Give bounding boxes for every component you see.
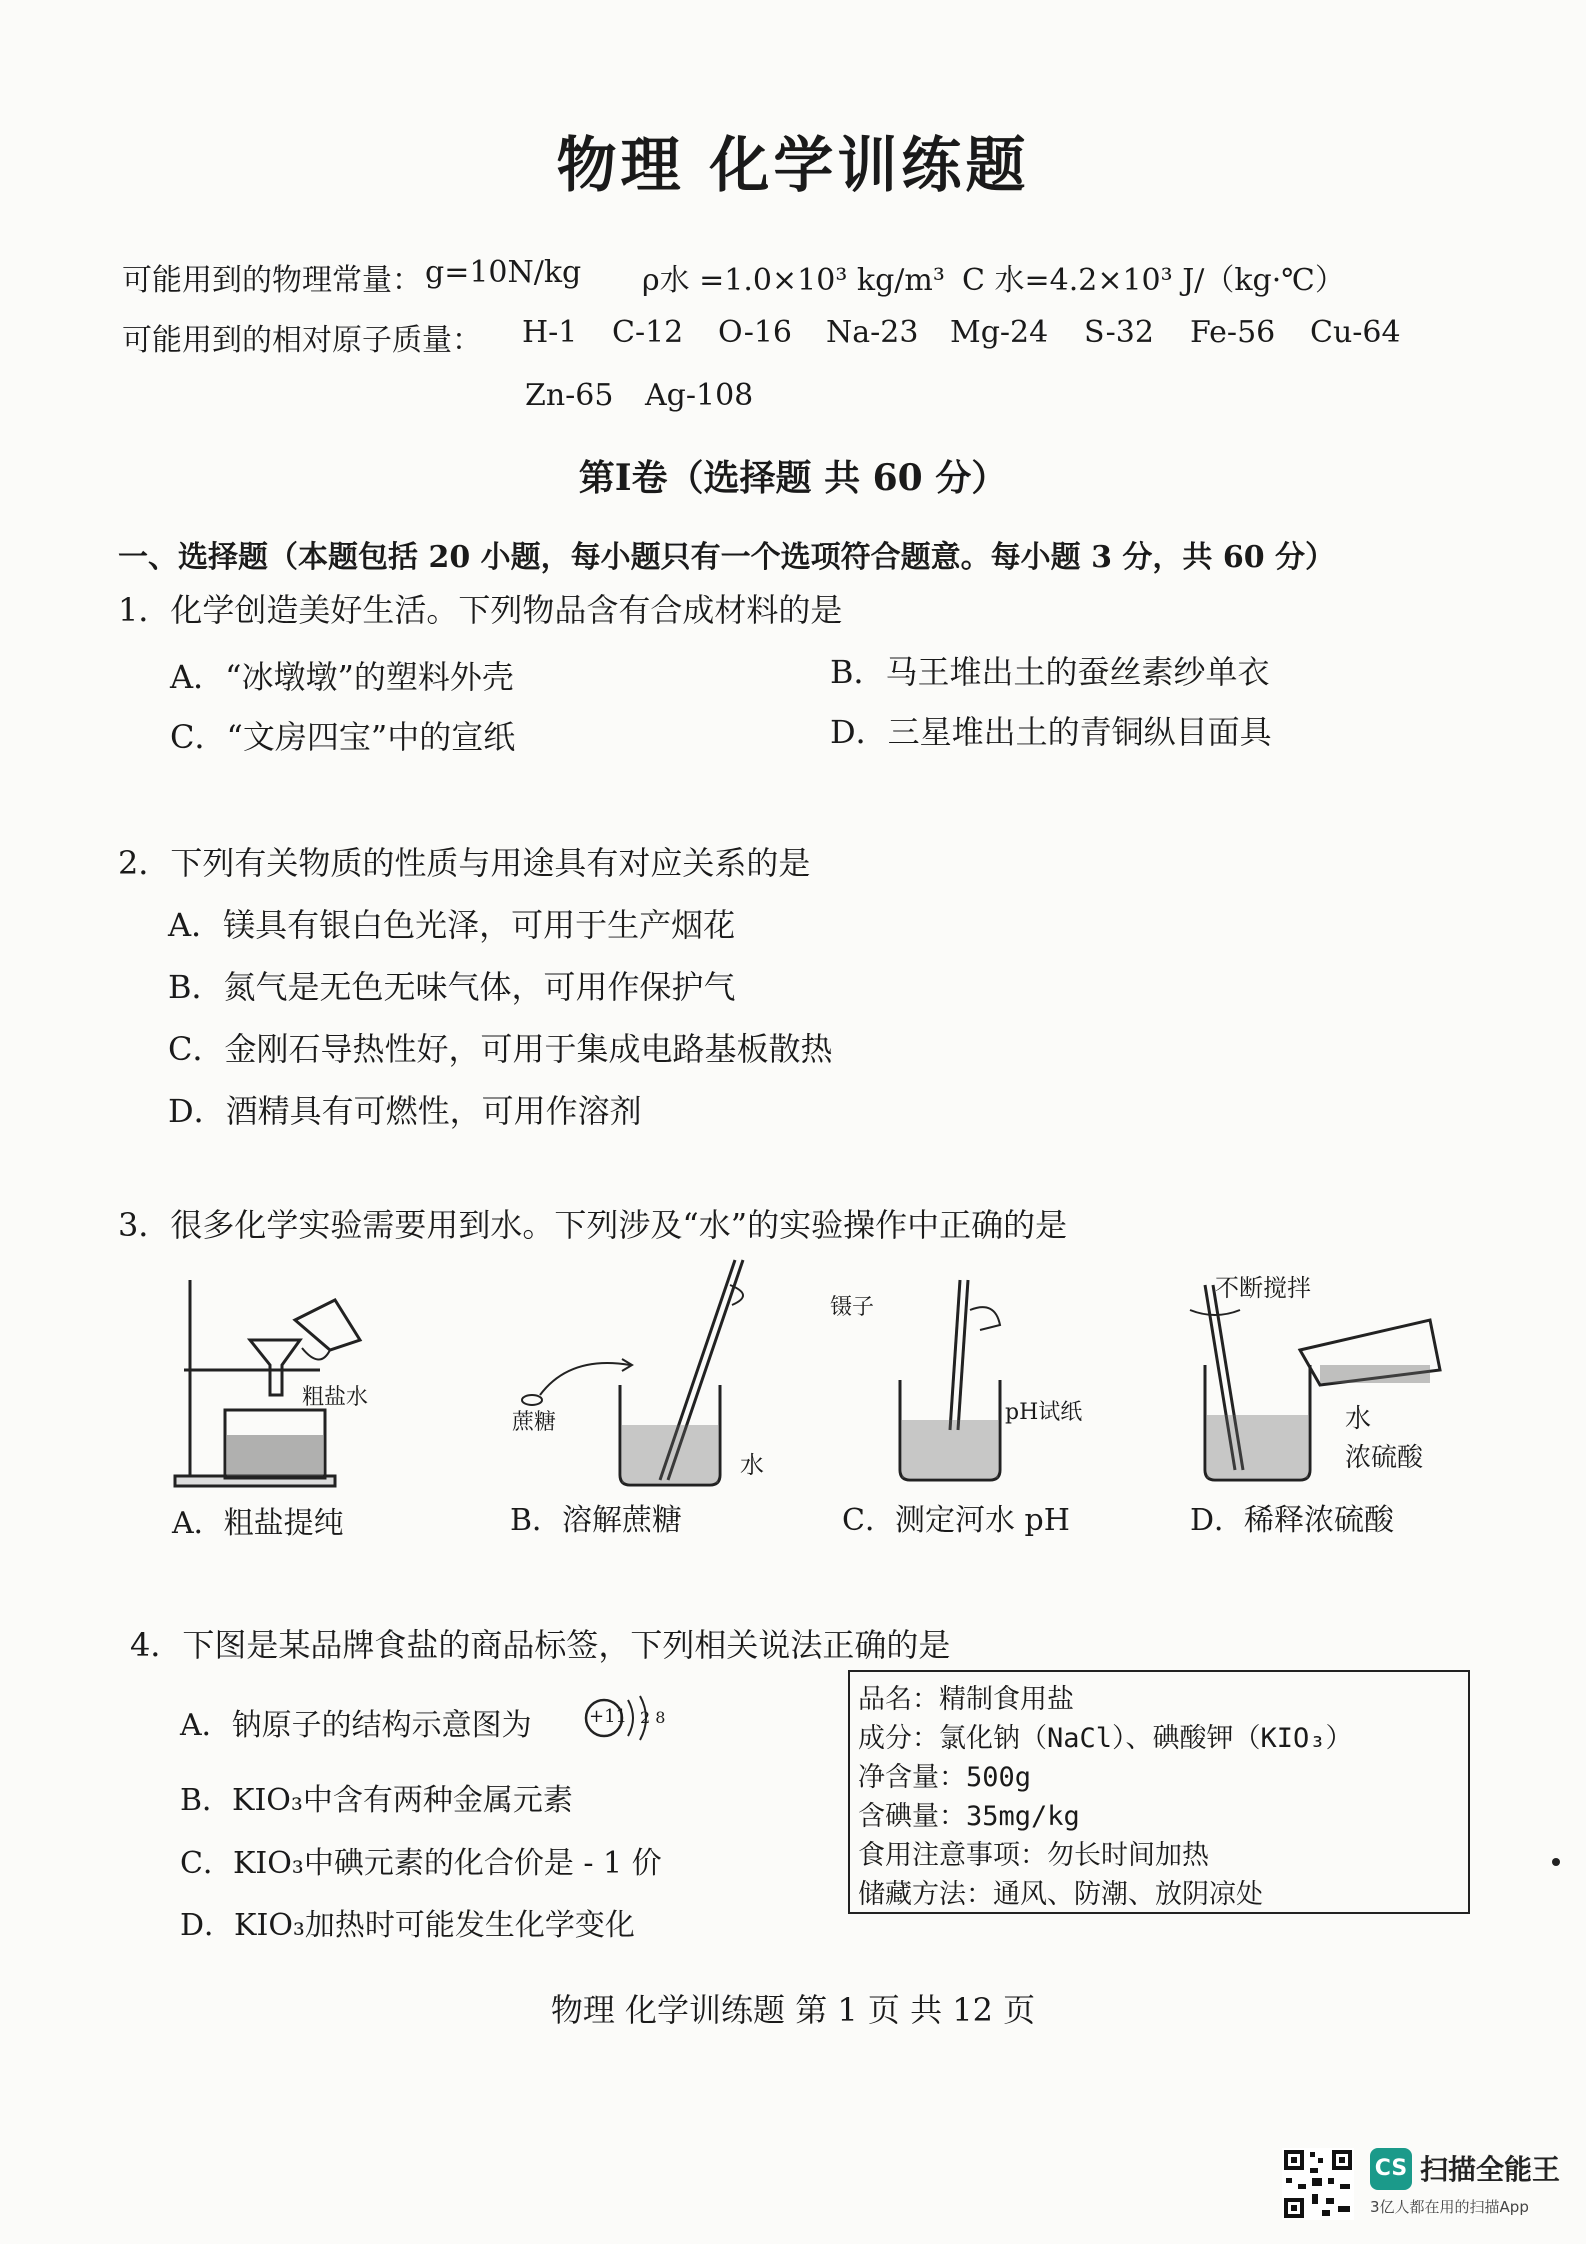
option-c: C．“文房四宝”中的宣纸 <box>170 718 516 756</box>
atomic-prefix: 可能用到的相对原子质量： <box>122 323 482 358</box>
figure-crude-salt-purification <box>170 1270 410 1500</box>
figure-label: 粗盐水 <box>302 1385 369 1410</box>
part-heading: 一、选择题（本题包括 20 小题，每小题只有一个选项符合题意。每小题 3 分，共 60 分） <box>118 540 1336 575</box>
page-title: 物理 化学训练题 <box>556 131 1030 201</box>
atomic-mass: Mg-24 <box>950 315 1049 350</box>
question-stem: 4．下图是某品牌食盐的商品标签，下列相关说法正确的是 <box>130 1626 951 1664</box>
label-line: 食用注意事项：勿长时间加热 <box>858 1840 1209 1871</box>
option-c: C．KIO₃中碘元素的化合价是 - 1 价 <box>180 1846 662 1881</box>
figure-label: 水 <box>1345 1404 1372 1434</box>
option-c: C．测定河水 pH <box>842 1503 1070 1538</box>
figure-dissolve-sugar <box>510 1255 770 1495</box>
figure-label: 水 <box>740 1451 764 1479</box>
option-c: C．金刚石导热性好，可用于集成电路基板散热 <box>168 1030 833 1068</box>
product-label <box>848 1670 1470 1914</box>
scanner-app-tagline: 3亿人都在用的扫描App <box>1370 2198 1529 2216</box>
section-title: 第Ⅰ卷（选择题 共 60 分） <box>578 457 1008 499</box>
atom-shells: 2 8 <box>640 1708 666 1727</box>
constant-c: C 水=4.2×10³ J/（kg·℃） <box>962 263 1345 298</box>
figure-label: 蔗糖 <box>512 1410 557 1435</box>
atomic-mass: H-1 <box>522 315 578 350</box>
qr-code-icon <box>1282 2148 1354 2220</box>
option-a: A．“冰墩墩”的塑料外壳 <box>170 658 514 696</box>
scanner-app-name: 扫描全能王 <box>1420 2153 1561 2186</box>
atomic-mass: O-16 <box>718 315 793 350</box>
constant-rho: ρ水 =1.0×10³ kg/m³ <box>642 263 945 298</box>
option-a: A．钠原子的结构示意图为 <box>180 1708 532 1743</box>
option-a: A．镁具有银白色光泽，可用于生产烟花 <box>168 906 736 944</box>
option-b: B．氮气是无色无味气体，可用作保护气 <box>168 968 736 1006</box>
figure-label: 不断搅拌 <box>1215 1274 1311 1302</box>
option-d: D．稀释浓硫酸 <box>1190 1503 1395 1538</box>
question-stem: 3．很多化学实验需要用到水。下列涉及“水”的实验操作中正确的是 <box>118 1206 1068 1244</box>
constants-prefix: 可能用到的物理常量： <box>122 263 422 298</box>
atomic-mass: Cu-64 <box>1310 315 1401 350</box>
figure-label: 镊子 <box>830 1295 875 1320</box>
option-b: B．马王堆出土的蚕丝素纱单衣 <box>830 653 1270 691</box>
figure-measure-ph <box>880 1270 1060 1490</box>
option-b: B．KIO₃中含有两种金属元素 <box>180 1783 573 1818</box>
page-footer: 物理 化学训练题 第 1 页 共 12 页 <box>550 1991 1036 2029</box>
atomic-mass: Fe-56 <box>1190 315 1276 350</box>
option-b: B．溶解蔗糖 <box>510 1503 683 1538</box>
figure-label: pH试纸 <box>1005 1400 1083 1425</box>
atomic-mass: Na-23 <box>826 315 919 350</box>
label-line: 含碘量：35mg/kg <box>858 1801 1080 1832</box>
option-d: D．三星堆出土的青铜纵目面具 <box>830 713 1272 751</box>
figure-label: 浓硫酸 <box>1345 1443 1424 1473</box>
label-line: 储藏方法：通风、防潮、放阴凉处 <box>858 1879 1263 1910</box>
atomic-mass: Zn-65 <box>525 378 614 413</box>
atomic-mass: S-32 <box>1084 315 1154 350</box>
atomic-mass: Ag-108 <box>645 378 754 413</box>
label-line: 品名：精制食用盐 <box>858 1684 1074 1715</box>
cs-logo-icon: CS <box>1370 2148 1412 2190</box>
question-stem: 1．化学创造美好生活。下列物品含有合成材料的是 <box>118 591 843 629</box>
scan-speck <box>1552 1858 1560 1866</box>
label-line: 成分：氯化钠（NaCl）、碘酸钾（KIO₃） <box>858 1723 1353 1754</box>
option-d: D．酒精具有可燃性，可用作溶剂 <box>168 1092 642 1130</box>
atomic-mass: C-12 <box>612 315 684 350</box>
constant-g: g=10N/kg <box>425 255 582 290</box>
option-d: D．KIO₃加热时可能发生化学变化 <box>180 1908 635 1943</box>
question-stem: 2．下列有关物质的性质与用途具有对应关系的是 <box>118 844 811 882</box>
label-line: 净含量：500g <box>858 1762 1032 1793</box>
option-a: A．粗盐提纯 <box>172 1506 344 1541</box>
atom-nucleus: +11 <box>589 1706 627 1727</box>
